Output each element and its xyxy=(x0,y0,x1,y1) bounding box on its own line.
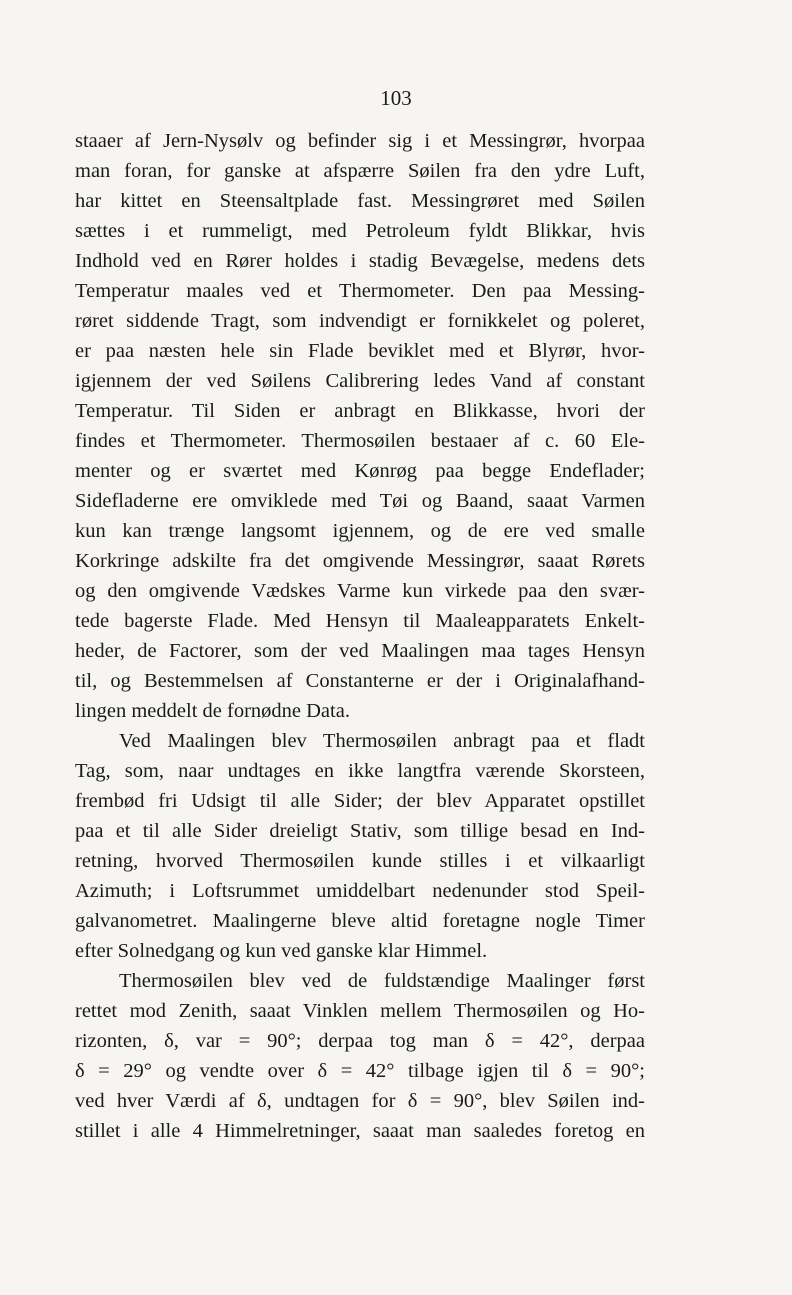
text-line: lingen meddelt de fornødne Data. xyxy=(75,700,350,722)
text-line: Temperatur. Til Siden er anbragt en Blikkasse, hvori der xyxy=(75,400,645,422)
text-line: staaer af Jern-Nysølv og befinder sig i et Messingrør, hvorpaa xyxy=(75,130,645,152)
text-line: Sidefladerne ere omviklede med Tøi og Baand, saaat Varmen xyxy=(75,490,645,512)
text-line: rizonten, δ, var = 90°; derpaa tog man δ = 42°, derpaa xyxy=(75,1030,645,1052)
text-line: menter og er sværtet med Kønrøg paa begge Endeflader; xyxy=(75,460,645,482)
text-line: Temperatur maales ved et Thermometer. Den paa Messing- xyxy=(75,280,645,302)
text-line: man foran, for ganske at afspærre Søilen fra den ydre Luft, xyxy=(75,160,645,182)
text-line: Azimuth; i Loftsrummet umiddelbart nedenunder stod Speil- xyxy=(75,880,645,902)
text-line: galvanometret. Maalingerne bleve altid foretagne nogle Timer xyxy=(75,910,645,932)
text-line: rettet mod Zenith, saaat Vinklen mellem Thermosøilen og Ho- xyxy=(75,1000,645,1022)
text-line: røret siddende Tragt, som indvendigt er fornikkelet og poleret, xyxy=(75,310,645,332)
text-line: sættes i et rummeligt, med Petroleum fyldt Blikkar, hvis xyxy=(75,220,645,242)
text-line: har kittet en Steensaltplade fast. Messingrøret med Søilen xyxy=(75,190,645,212)
text-line: til, og Bestemmelsen af Constanterne er der i Originalafhand- xyxy=(75,670,645,692)
text-line: heder, de Factorer, som der ved Maalingen maa tages Hensyn xyxy=(75,640,645,662)
text-line: frembød fri Udsigt til alle Sider; der blev Apparatet opstillet xyxy=(75,790,645,812)
text-line: og den omgivende Vædskes Varme kun virkede paa den svær- xyxy=(75,580,645,602)
text-line: tede bagerste Flade. Med Hensyn til Maaleapparatets Enkelt- xyxy=(75,610,645,632)
text-line: Ved Maalingen blev Thermosøilen anbragt paa et fladt xyxy=(119,730,645,752)
text-line: er paa næsten hele sin Flade beviklet med et Blyrør, hvor- xyxy=(75,340,645,362)
text-line: findes et Thermometer. Thermosøilen bestaaer af c. 60 Ele- xyxy=(75,430,645,452)
text-line: igjennem der ved Søilens Calibrering ledes Vand af constant xyxy=(75,370,645,392)
text-line: stillet i alle 4 Himmelretninger, saaat man saaledes foretog en xyxy=(75,1120,645,1142)
text-line: δ = 29° og vendte over δ = 42° tilbage igjen til δ = 90°; xyxy=(75,1060,645,1082)
text-line: Tag, som, naar undtages en ikke langtfra værende Skorsteen, xyxy=(75,760,645,782)
text-line: ved hver Værdi af δ, undtagen for δ = 90°, blev Søilen ind- xyxy=(75,1090,645,1112)
text-line: kun kan trænge langsomt igjennem, og de ere ved smalle xyxy=(75,520,645,542)
text-line: efter Solnedgang og kun ved ganske klar Himmel. xyxy=(75,940,488,962)
text-line: paa et til alle Sider dreieligt Stativ, som tillige besad en Ind- xyxy=(75,820,645,842)
page-number: 103 xyxy=(380,86,412,110)
text-line: Korkringe adskilte fra det omgivende Messingrør, saaat Rørets xyxy=(75,550,645,572)
text-line: Indhold ved en Rører holdes i stadig Bevægelse, medens dets xyxy=(75,250,645,272)
body-text xyxy=(75,126,645,1146)
text-line: Thermosøilen blev ved de fuldstændige Maalinger først xyxy=(119,970,645,992)
text-line: retning, hvorved Thermosøilen kunde stilles i et vilkaarligt xyxy=(75,850,645,872)
